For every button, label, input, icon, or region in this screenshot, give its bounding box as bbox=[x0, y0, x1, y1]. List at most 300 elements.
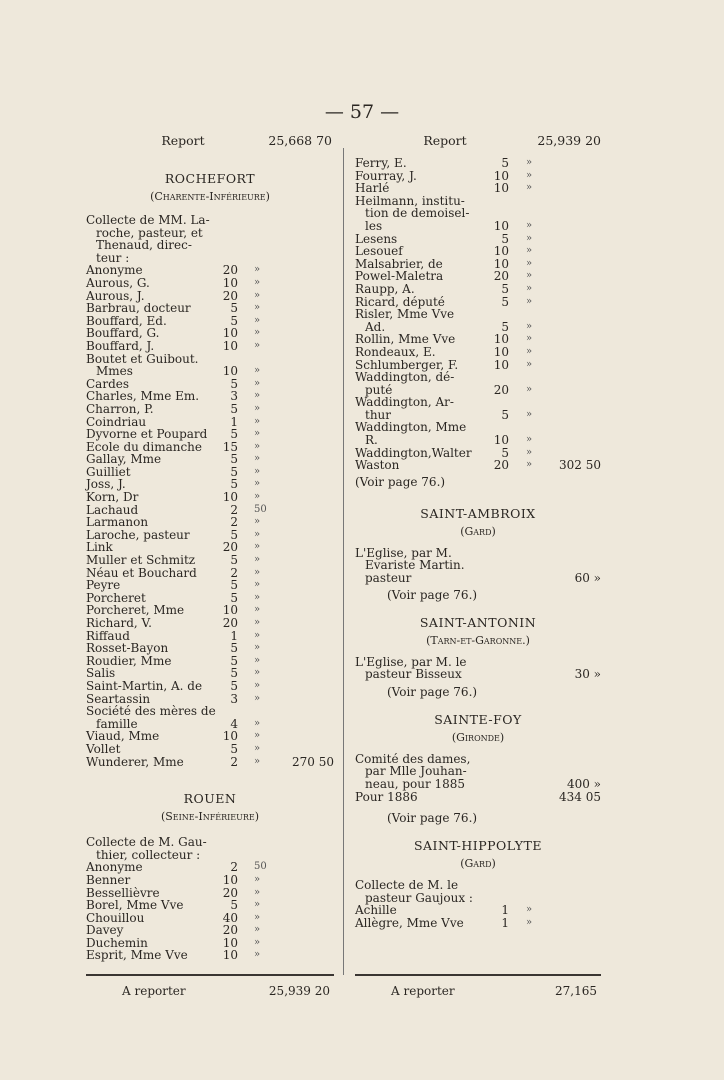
donor-row bbox=[355, 245, 601, 258]
donor-amount: 5 bbox=[230, 452, 238, 467]
text-line: Collecte de MM. La- bbox=[86, 213, 210, 227]
donor-amount: 10 bbox=[222, 364, 238, 379]
donor-row bbox=[86, 642, 334, 655]
text-line: teur : bbox=[96, 250, 130, 265]
donor-cents: » bbox=[254, 390, 261, 402]
carry-label: A reporter bbox=[122, 984, 186, 998]
report-line bbox=[86, 131, 334, 157]
donor-amount: 10 bbox=[493, 357, 509, 372]
donor-amount: 20 bbox=[222, 540, 238, 555]
donor-name: Chouillou bbox=[86, 910, 145, 925]
donor-name: Muller et Schmitz bbox=[86, 553, 196, 568]
donor-cents: » bbox=[254, 289, 261, 301]
donor-cents: » bbox=[254, 949, 261, 961]
donor-name: thur bbox=[365, 407, 392, 422]
donor-name: Gallay, Mme bbox=[86, 452, 162, 467]
donor-name: Anonyme bbox=[86, 860, 143, 875]
carry-rule bbox=[355, 974, 601, 976]
donor-cents: » bbox=[254, 742, 261, 754]
donor-cents: » bbox=[254, 516, 261, 528]
donor-amount: 5 bbox=[501, 407, 509, 422]
section-title-saint-hippolyte: SAINT-HIPPOLYTE bbox=[413, 838, 543, 854]
report-line bbox=[355, 131, 601, 157]
donor-name: Salis bbox=[86, 666, 116, 681]
donor-amount: 5 bbox=[230, 527, 238, 542]
donor-amount: 10 bbox=[222, 729, 238, 744]
donor-row bbox=[86, 529, 334, 542]
entry-text bbox=[355, 547, 495, 585]
donor-amount: 20 bbox=[493, 382, 509, 397]
donor-amount: 5 bbox=[230, 678, 238, 693]
donor-amount: 5 bbox=[230, 401, 238, 416]
left-column bbox=[86, 131, 334, 962]
collecte-intro-rouen bbox=[86, 836, 226, 861]
donor-amount: 20 bbox=[222, 288, 238, 303]
donor-cents: » bbox=[254, 755, 261, 767]
donor-name: Rosset-Bayon bbox=[86, 641, 169, 656]
donor-amount: 20 bbox=[222, 263, 238, 278]
donor-name: Aurous, G. bbox=[86, 275, 150, 290]
entry-text bbox=[355, 656, 495, 681]
donor-name: Esprit, Mme Vve bbox=[86, 948, 188, 963]
donor-name: Barbrau, docteur bbox=[86, 301, 191, 316]
donor-cents: » bbox=[526, 219, 533, 231]
donor-name: Bouffard, J. bbox=[86, 338, 155, 353]
donor-cents: » bbox=[254, 579, 261, 591]
donor-name: famille bbox=[96, 716, 138, 731]
donor-cents: » bbox=[254, 339, 261, 351]
donor-amount: 10 bbox=[222, 490, 238, 505]
donor-amount: 2 bbox=[230, 502, 238, 517]
donor-cents: » bbox=[254, 314, 261, 326]
donor-row bbox=[355, 371, 601, 384]
donor-name: Seartassin bbox=[86, 691, 151, 706]
donor-amount: 10 bbox=[493, 218, 509, 233]
carry-total: 25,939 20 bbox=[268, 984, 330, 998]
donor-cents: » bbox=[254, 730, 261, 742]
donor-amount: 20 bbox=[493, 269, 509, 284]
donor-name: Peyre bbox=[86, 578, 121, 593]
donor-amount: 10 bbox=[222, 603, 238, 618]
text-line: thier, collecteur : bbox=[96, 847, 201, 862]
text-line: pasteur bbox=[365, 571, 412, 586]
donor-cents: » bbox=[526, 408, 533, 420]
donor-name: Guilliet bbox=[86, 464, 131, 479]
donor-name: tion de demoisel- bbox=[365, 206, 470, 221]
carry-label: A reporter bbox=[391, 984, 455, 998]
donor-cents: » bbox=[254, 327, 261, 339]
donor-cents: » bbox=[254, 692, 261, 704]
donor-cents: » bbox=[526, 245, 533, 257]
donor-cents: » bbox=[254, 617, 261, 628]
donor-amount: 5 bbox=[230, 578, 238, 593]
donor-cents: » bbox=[254, 302, 261, 314]
donor-row bbox=[86, 491, 334, 504]
entry-total: 60 » bbox=[574, 570, 601, 585]
donor-cents: » bbox=[526, 169, 533, 181]
donor-cents: » bbox=[526, 295, 533, 307]
donor-name: Coindriau bbox=[86, 414, 147, 429]
donor-row bbox=[355, 308, 601, 321]
donor-amount: 5 bbox=[230, 641, 238, 656]
donor-amount: 5 bbox=[230, 427, 238, 442]
see-page-note: (Voir page 76.) bbox=[355, 474, 446, 489]
donor-name: Waddington, Mme bbox=[355, 420, 467, 435]
donor-name: Powel-Maletra bbox=[355, 269, 444, 284]
section-subtitle-saint-antonin: (Tarn-et-Garonne.) bbox=[426, 633, 530, 647]
donor-cents: » bbox=[254, 629, 261, 641]
donor-row bbox=[355, 207, 601, 220]
donor-cents: » bbox=[254, 415, 261, 427]
donor-amount: 10 bbox=[493, 332, 509, 347]
entry-total: 30 » bbox=[574, 666, 601, 681]
donor-amount: 5 bbox=[501, 281, 509, 296]
donor-row bbox=[86, 756, 334, 769]
section-subtitle-saint-hippolyte: (Gard) bbox=[460, 857, 496, 871]
donor-amount: 10 bbox=[493, 433, 509, 448]
donor-name: Laroche, pasteur bbox=[86, 527, 190, 542]
right-carry-forward bbox=[355, 974, 601, 998]
text-line: neau, pour 1885 bbox=[365, 777, 466, 791]
text-line: Collecte de M. le bbox=[355, 878, 459, 893]
text-line: L'Eglise, par M. le bbox=[355, 654, 467, 669]
donor-amount: 5 bbox=[501, 231, 509, 246]
donor-amount: 3 bbox=[230, 389, 238, 404]
donor-row bbox=[86, 365, 334, 378]
donor-row bbox=[355, 434, 601, 447]
column-divider bbox=[343, 148, 344, 975]
donor-amount: 1 bbox=[501, 903, 509, 918]
report-total: 25,668 70 bbox=[268, 133, 332, 148]
donor-row bbox=[355, 283, 601, 296]
section-total: 302 50 bbox=[559, 458, 601, 473]
donor-name: Ecole du dimanche bbox=[86, 439, 203, 454]
donor-amount: 5 bbox=[501, 156, 509, 170]
donor-cents: » bbox=[526, 916, 533, 928]
donor-amount: 20 bbox=[222, 923, 238, 938]
entry-text bbox=[355, 753, 495, 791]
donor-cents: » bbox=[254, 554, 261, 566]
donor-row bbox=[355, 459, 601, 472]
donor-cents: » bbox=[526, 270, 533, 282]
donor-name: Borel, Mme Vve bbox=[86, 898, 184, 913]
donor-name: Ricard, député bbox=[355, 294, 445, 309]
donor-amount: 5 bbox=[230, 477, 238, 492]
donor-cents: » bbox=[526, 904, 533, 916]
donor-name: Société des mères de bbox=[86, 704, 216, 719]
donor-name: Waddington, Ar- bbox=[355, 395, 454, 410]
report-total: 25,939 20 bbox=[537, 133, 601, 148]
report-label: Report bbox=[161, 133, 205, 148]
donor-cents: » bbox=[254, 679, 261, 691]
donor-name: Richard, V. bbox=[86, 616, 152, 630]
donor-cents: » bbox=[254, 365, 261, 377]
donor-cents: » bbox=[526, 358, 533, 370]
donor-amount: 5 bbox=[230, 464, 238, 479]
donor-name: Bouffard, G. bbox=[86, 326, 160, 341]
see-page-note: (Voir page 76.) bbox=[387, 587, 478, 602]
donor-cents: » bbox=[526, 232, 533, 244]
donor-cents: » bbox=[254, 873, 261, 885]
donor-name: Aurous, J. bbox=[86, 288, 145, 303]
entry-saint-ambroix bbox=[355, 547, 601, 585]
donor-row bbox=[86, 428, 334, 441]
donor-cents: » bbox=[526, 434, 533, 446]
donor-row bbox=[86, 924, 334, 937]
donor-row bbox=[86, 302, 334, 315]
donor-amount: 20 bbox=[222, 885, 238, 900]
donor-name: Risler, Mme Vve bbox=[355, 307, 455, 322]
donor-amount: 10 bbox=[493, 244, 509, 259]
donor-list-rochefort bbox=[86, 264, 334, 768]
donor-amount: 10 bbox=[493, 256, 509, 271]
donor-cents: » bbox=[254, 465, 261, 477]
donor-cents: » bbox=[254, 528, 261, 540]
donor-cents: » bbox=[526, 345, 533, 357]
page-number: — 57 — bbox=[324, 101, 400, 123]
donor-cents: 50 bbox=[254, 861, 267, 873]
donor-cents: » bbox=[254, 377, 261, 389]
donor-row bbox=[355, 157, 601, 170]
donor-cents: » bbox=[254, 604, 261, 616]
text-line: Evariste Martin. bbox=[365, 558, 465, 573]
section-subtitle-sainte-foy: (Gironde) bbox=[451, 730, 505, 744]
donor-name: Achille bbox=[355, 903, 397, 918]
donor-cents: » bbox=[526, 459, 533, 471]
donor-cents: » bbox=[254, 886, 261, 898]
donor-row bbox=[86, 554, 334, 567]
donor-row bbox=[86, 899, 334, 912]
section-subtitle-saint-ambroix: (Gard) bbox=[460, 524, 496, 538]
donor-amount: 40 bbox=[222, 910, 238, 925]
donor-amount: 2 bbox=[230, 515, 238, 530]
donor-name: Schlumberger, F. bbox=[355, 357, 459, 372]
donor-row bbox=[355, 346, 601, 359]
section-title-sainte-foy: SAINTE-FOY bbox=[434, 711, 522, 727]
donor-name: Ferry, E. bbox=[355, 156, 407, 170]
donor-name: Raupp, A. bbox=[355, 281, 415, 296]
section-subtitle-rouen: (Seine-Inférieure) bbox=[160, 810, 260, 824]
donor-cents: » bbox=[254, 566, 261, 578]
donor-name: Davey bbox=[86, 923, 124, 938]
donor-amount: 2 bbox=[230, 565, 238, 580]
donor-amount: 5 bbox=[230, 301, 238, 316]
donor-cents: » bbox=[254, 428, 261, 440]
right-column bbox=[355, 131, 601, 930]
donor-name: Viaud, Mme bbox=[86, 729, 160, 744]
donor-row bbox=[86, 617, 334, 630]
entry-sainte-foy-1886 bbox=[355, 791, 601, 804]
carry-total: 27,165 bbox=[555, 984, 597, 998]
text-line: Collecte de M. Gau- bbox=[86, 835, 207, 850]
donor-list-rouen bbox=[86, 861, 334, 962]
donor-amount: 10 bbox=[222, 275, 238, 290]
donor-name: Roudier, Mme bbox=[86, 653, 172, 668]
donor-amount: 5 bbox=[230, 741, 238, 756]
donor-cents: » bbox=[254, 453, 261, 465]
donor-name: Lesens bbox=[355, 231, 398, 246]
donor-amount: 10 bbox=[222, 872, 238, 887]
donor-name: Waddington, dé- bbox=[355, 370, 455, 385]
donor-name: Benner bbox=[86, 872, 131, 887]
donor-name: Waddington,Walter bbox=[355, 445, 472, 460]
entry-sainte-foy bbox=[355, 753, 601, 791]
donor-amount: 5 bbox=[230, 666, 238, 681]
donor-name: R. bbox=[365, 433, 378, 448]
donor-row bbox=[86, 874, 334, 887]
see-page-note: (Voir page 76.) bbox=[387, 684, 478, 699]
donor-amount: 2 bbox=[230, 754, 238, 769]
donor-amount: 5 bbox=[230, 590, 238, 605]
donor-amount: 1 bbox=[230, 628, 238, 643]
entry-total-1886: 434 05 bbox=[559, 789, 601, 804]
donor-cents: » bbox=[526, 383, 533, 395]
donor-cents: » bbox=[526, 320, 533, 332]
donor-name: Vollet bbox=[86, 741, 121, 756]
donor-amount: 10 bbox=[493, 181, 509, 196]
donor-amount: 5 bbox=[501, 445, 509, 460]
donor-amount: 5 bbox=[501, 319, 509, 334]
donor-row bbox=[86, 949, 334, 962]
donor-name: les bbox=[365, 218, 383, 233]
donor-name: Malsabrier, de bbox=[355, 256, 443, 271]
donor-amount: 5 bbox=[230, 653, 238, 668]
donor-amount: 5 bbox=[230, 898, 238, 913]
donor-name: Rondeaux, E. bbox=[355, 344, 436, 359]
donor-cents: » bbox=[526, 282, 533, 294]
text-line: pasteur Gaujoux : bbox=[365, 890, 473, 905]
donor-amount: 20 bbox=[493, 458, 509, 473]
donor-cents: » bbox=[254, 642, 261, 654]
collecte-intro-rochefort bbox=[86, 214, 226, 264]
donor-cents: » bbox=[526, 446, 533, 458]
donor-name: Saint-Martin, A. de bbox=[86, 678, 203, 693]
donor-row bbox=[86, 705, 334, 718]
section-total: 270 50 bbox=[292, 754, 334, 769]
donor-amount: 2 bbox=[230, 860, 238, 875]
donor-amount: 5 bbox=[230, 553, 238, 568]
section-title-saint-ambroix: SAINT-AMBROIX bbox=[420, 505, 536, 521]
donor-cents: » bbox=[254, 491, 261, 503]
collecte-intro-saint-hippolyte bbox=[355, 879, 495, 904]
donor-amount: 1 bbox=[230, 414, 238, 429]
donor-row bbox=[86, 567, 334, 580]
donor-name: Waston bbox=[355, 458, 400, 473]
donor-amount: 10 bbox=[222, 338, 238, 353]
donor-row bbox=[355, 220, 601, 233]
donor-row bbox=[86, 277, 334, 290]
donor-row bbox=[355, 917, 601, 930]
donor-cents: » bbox=[254, 264, 261, 276]
donor-row bbox=[86, 340, 334, 353]
donor-cents: » bbox=[526, 182, 533, 194]
donor-row bbox=[355, 182, 601, 195]
donor-cents: » bbox=[254, 478, 261, 490]
report-label: Report bbox=[423, 133, 467, 148]
donor-cents: » bbox=[526, 333, 533, 345]
donor-name: puté bbox=[365, 382, 393, 397]
text-line: Thenaud, direc- bbox=[96, 238, 192, 253]
donor-amount: 3 bbox=[230, 691, 238, 706]
donor-row bbox=[86, 743, 334, 756]
donor-name: Heilmann, institu- bbox=[355, 193, 465, 208]
donor-amount: 5 bbox=[230, 313, 238, 328]
donor-cents: » bbox=[526, 157, 533, 168]
donor-cents: » bbox=[254, 924, 261, 936]
donor-cents: 50 bbox=[254, 503, 267, 515]
donor-name: Rollin, Mme Vve bbox=[355, 332, 456, 347]
donor-name: Bessellièvre bbox=[86, 885, 160, 900]
donor-name: Joss, J. bbox=[86, 477, 126, 492]
left-carry-forward bbox=[86, 974, 334, 998]
donor-amount: 5 bbox=[230, 376, 238, 391]
section-title-rouen: ROUEN bbox=[183, 791, 237, 807]
text-line: Comité des dames, bbox=[355, 751, 471, 766]
donor-list-continued bbox=[355, 157, 601, 472]
donor-amount: 10 bbox=[493, 168, 509, 183]
donor-name: Charron, P. bbox=[86, 401, 154, 416]
entry-text: Pour 1886 bbox=[355, 789, 418, 804]
donor-name: Lachaud bbox=[86, 502, 139, 517]
donor-cents: » bbox=[254, 440, 261, 452]
text-line: L'Eglise, par M. bbox=[355, 545, 452, 560]
donor-cents: » bbox=[254, 541, 261, 553]
donor-row bbox=[355, 421, 601, 434]
donor-name: Porcheret, Mme bbox=[86, 603, 185, 618]
donor-row bbox=[86, 730, 334, 743]
donor-row bbox=[86, 516, 334, 529]
donor-amount: 5 bbox=[501, 294, 509, 309]
donor-amount: 20 bbox=[222, 616, 238, 630]
text-line: roche, pasteur, et bbox=[96, 225, 203, 240]
donor-row bbox=[355, 170, 601, 183]
text-line: pasteur Bisseux bbox=[365, 667, 462, 682]
donor-cents: » bbox=[254, 591, 261, 603]
donor-name: Harlé bbox=[355, 181, 390, 196]
donor-name: Charles, Mme Em. bbox=[86, 389, 200, 404]
donor-amount: 10 bbox=[222, 948, 238, 963]
donor-name: Mmes bbox=[96, 364, 133, 379]
donor-row bbox=[86, 655, 334, 668]
section-title-saint-antonin: SAINT-ANTONIN bbox=[419, 614, 537, 630]
text-line: par Mlle Jouhan- bbox=[365, 764, 467, 779]
donor-cents: » bbox=[254, 717, 261, 729]
entry-saint-antonin bbox=[355, 656, 601, 681]
donor-name: Néau et Bouchard bbox=[86, 565, 197, 580]
donor-name: Anonyme bbox=[86, 263, 143, 278]
donor-name: Lesouef bbox=[355, 244, 403, 259]
donor-name: Riffaud bbox=[86, 628, 130, 643]
donor-row bbox=[86, 579, 334, 592]
donor-name: Bouffard, Ed. bbox=[86, 313, 167, 328]
donor-amount: 10 bbox=[493, 344, 509, 359]
donor-name: Larmanon bbox=[86, 515, 149, 530]
donor-cents: » bbox=[254, 936, 261, 948]
donor-row bbox=[355, 396, 601, 409]
donor-row bbox=[86, 912, 334, 925]
donor-amount: 15 bbox=[222, 439, 238, 454]
donor-name: Korn, Dr bbox=[86, 490, 139, 505]
donor-name: Boutet et Guibout. bbox=[86, 351, 199, 366]
donor-row bbox=[86, 403, 334, 416]
donor-name: Duchemin bbox=[86, 935, 148, 950]
donor-amount: 10 bbox=[222, 326, 238, 341]
donor-name: Fourray, J. bbox=[355, 168, 417, 183]
section-subtitle-rochefort: (Charente-Inférieure) bbox=[150, 190, 270, 203]
donor-cents: » bbox=[526, 257, 533, 269]
donor-row bbox=[86, 680, 334, 693]
see-page-note: (Voir page 76.) bbox=[387, 811, 478, 826]
